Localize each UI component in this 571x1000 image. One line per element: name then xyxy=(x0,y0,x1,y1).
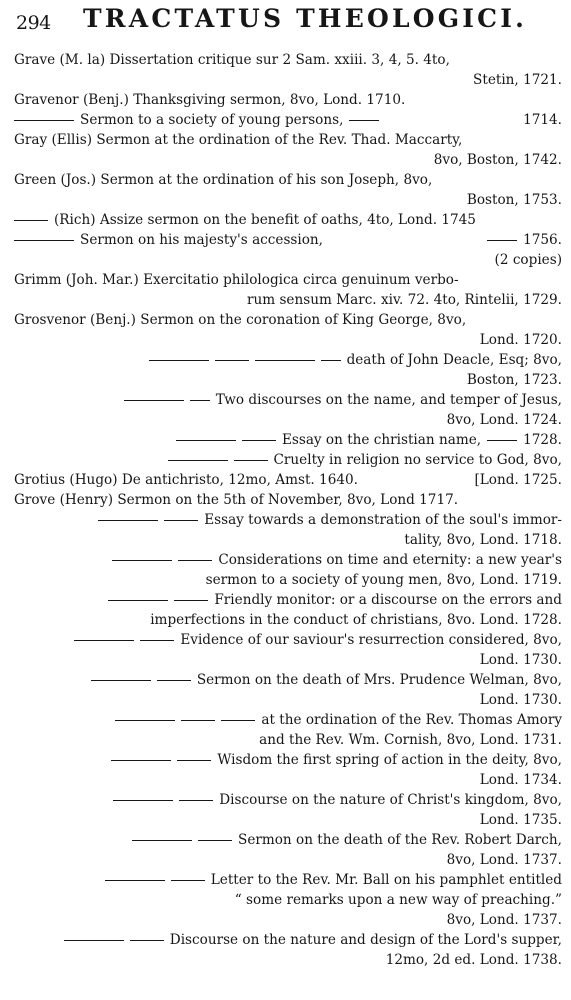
entry-line: Stetin, 1721. xyxy=(473,72,562,88)
ditto-dash xyxy=(349,120,379,122)
entry-line: 8vo, Lond. 1737. xyxy=(446,852,562,868)
ditto-dash xyxy=(14,120,74,122)
entry-line: Evidence of our saviour's resurrection considered, 8vo, xyxy=(14,630,562,650)
ditto-dash xyxy=(112,560,172,562)
ditto-dash xyxy=(108,600,168,602)
ditto-dash xyxy=(242,440,276,442)
ditto-dash xyxy=(132,840,192,842)
ditto-dash xyxy=(98,520,158,522)
entry-line: and the Rev. Wm. Cornish, 8vo, Lond. 1731. xyxy=(259,732,562,748)
entry-line: 8vo, Lond. 1737. xyxy=(446,912,562,928)
entry-line: Friendly monitor: or a discourse on the errors and xyxy=(14,590,562,610)
entry-line: Discourse on the nature of Christ's kingdom, 8vo, xyxy=(14,790,562,810)
ditto-dash xyxy=(215,360,249,362)
ditto-dash xyxy=(91,680,151,682)
entry-line: Lond. 1730. xyxy=(479,652,562,668)
ditto-dash xyxy=(157,680,191,682)
ditto-dash xyxy=(124,400,184,402)
entry-line: Lond. 1734. xyxy=(479,772,562,788)
ditto-dash xyxy=(177,760,211,762)
ditto-dash xyxy=(198,840,232,842)
entry-line: Essay towards a demonstration of the soul's immor- xyxy=(14,510,562,530)
entry-line: Sermon on the death of Mrs. Prudence Welman, 8vo, xyxy=(14,670,562,690)
ditto-dash xyxy=(255,360,315,362)
entry-line: Green (Jos.) Sermon at the ordination of his son Joseph, 8vo, xyxy=(14,172,433,188)
ditto-dash xyxy=(234,460,268,462)
ditto-dash xyxy=(140,640,174,642)
entry-line: Gray (Ellis) Sermon at the ordination of the Rev. Thad. Maccarty, xyxy=(14,132,463,148)
entry-line: tality, 8vo, Lond. 1718. xyxy=(404,532,562,548)
entry-line: Essay on the christian name, 1728. xyxy=(14,430,562,450)
catalogue-entries xyxy=(14,50,562,970)
ditto-dash xyxy=(111,760,171,762)
entry-line: at the ordination of the Rev. Thomas Amory xyxy=(14,710,562,730)
entry-line: Boston, 1753. xyxy=(466,192,562,208)
ditto-dash xyxy=(115,720,175,722)
ditto-dash xyxy=(321,360,341,362)
entry-line: Lond. 1730. xyxy=(479,692,562,708)
entry-line: Grave (M. la) Dissertation critique sur 2 Sam. xxiii. 3, 4, 5. 4to, xyxy=(14,52,450,68)
entry-line: Grosvenor (Benj.) Sermon on the coronation of King George, 8vo, xyxy=(14,312,467,328)
entry-line: Wisdom the first spring of action in the deity, 8vo, xyxy=(14,750,562,770)
page-header xyxy=(8,4,563,34)
entry-line: Two discourses on the name, and temper of Jesus, xyxy=(14,390,562,410)
entry-line: Grimm (Joh. Mar.) Exercitatio philologica circa genuinum verbo- xyxy=(14,272,459,288)
entry-line: Sermon on the death of the Rev. Robert Darch, xyxy=(14,830,562,850)
entry-line: 12mo, 2d ed. Lond. 1738. xyxy=(385,952,562,968)
ditto-dash xyxy=(487,240,517,242)
ditto-dash xyxy=(164,520,198,522)
entry-line: “ some remarks upon a new way of preaching.” xyxy=(234,892,562,908)
ditto-dash xyxy=(179,800,213,802)
entry-line: Gravenor (Benj.) Thanksgiving sermon, 8vo, Lond. 1710. xyxy=(14,92,406,108)
entry-line: death of John Deacle, Esq; 8vo, xyxy=(14,350,562,370)
entry-line: imperfections in the conduct of christians, 8vo. Lond. 1728. xyxy=(150,612,562,628)
entry-line: Considerations on time and eternity: a new year's xyxy=(14,550,562,570)
entry-line: sermon to a society of young men, 8vo, Lond. 1719. xyxy=(205,572,562,588)
ditto-dash xyxy=(176,440,236,442)
ditto-dash xyxy=(105,880,165,882)
entry-line: Sermon to a society of young persons, 1714. xyxy=(14,110,562,130)
ditto-dash xyxy=(178,560,212,562)
entry-line: (2 copies) xyxy=(494,252,562,268)
entry-line: Lond. 1720. xyxy=(479,332,562,348)
entry-line: Discourse on the nature and design of the Lord's supper, xyxy=(14,930,562,950)
ditto-dash xyxy=(149,360,209,362)
ditto-dash xyxy=(168,460,228,462)
entry-line: 8vo, Boston, 1742. xyxy=(433,152,562,168)
ditto-dash xyxy=(74,640,134,642)
entry-line: Letter to the Rev. Mr. Ball on his pamphlet entitled xyxy=(14,870,562,890)
entry-line: Boston, 1723. xyxy=(466,372,562,388)
ditto-dash xyxy=(64,940,124,942)
ditto-dash xyxy=(221,720,255,722)
entry-line: Cruelty in religion no service to God, 8vo, xyxy=(14,450,562,470)
ditto-dash xyxy=(487,440,517,442)
ditto-dash xyxy=(130,940,164,942)
ditto-dash xyxy=(14,220,48,222)
ditto-dash xyxy=(113,800,173,802)
entry-line: Grove (Henry) Sermon on the 5th of November, 8vo, Lond 1717. xyxy=(14,492,459,508)
entry-line: rum sensum Marc. xiv. 72. 4to, Rintelii, 1729. xyxy=(246,292,562,308)
entry-line: (Rich) Assize sermon on the benefit of oaths, 4to, Lond. 1745 xyxy=(14,210,562,230)
page-number: 294 xyxy=(16,12,51,34)
entry-line: 8vo, Lond. 1724. xyxy=(446,412,562,428)
ditto-dash xyxy=(174,600,208,602)
entry-line: Sermon on his majesty's accession, 1756. xyxy=(14,230,562,250)
running-title: TRACTATUS THEOLOGICI. xyxy=(83,4,528,33)
ditto-dash xyxy=(14,240,74,242)
ditto-dash xyxy=(181,720,215,722)
ditto-dash xyxy=(190,400,210,402)
ditto-dash xyxy=(171,880,205,882)
entry-line: Grotius (Hugo) De antichristo, 12mo, Amst. 1640. [Lond. 1725. xyxy=(14,472,562,488)
entry-line: Lond. 1735. xyxy=(479,812,562,828)
